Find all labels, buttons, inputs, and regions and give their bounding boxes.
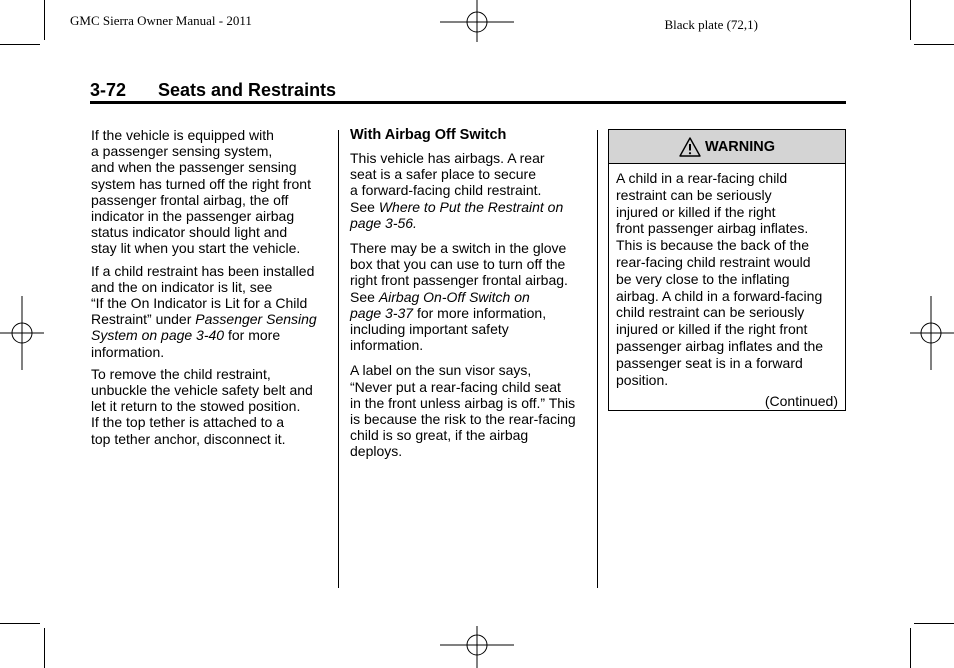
text-line: right front passenger frontal airbag.: [350, 272, 568, 289]
text-line: [350, 305, 590, 321]
warning-body: [609, 164, 845, 388]
cross-reference[interactable]: page 3-56.: [350, 214, 417, 231]
text-line: system has turned off the right front: [91, 175, 311, 192]
text-line: rear-facing child restraint would: [616, 253, 811, 270]
crop-mark: [910, 628, 911, 668]
text-run: See: [350, 198, 379, 215]
paragraph: [91, 127, 331, 257]
text-line: top tether anchor, disconnect it.: [91, 430, 286, 447]
text-line: let it return to the stowed position.: [91, 398, 301, 415]
text-line: a passenger sensing system,: [91, 143, 273, 160]
text-run: for more: [224, 327, 281, 344]
registration-mark-icon: [0, 296, 44, 370]
text-line: a forward-facing child restraint.: [350, 182, 542, 199]
text-line: position.: [616, 371, 669, 388]
text-line: in the front unless airbag is off.” This: [350, 394, 576, 411]
text-line: child restraint can be seriously: [616, 304, 805, 321]
text-line: box that you can use to turn off the: [350, 256, 566, 273]
warning-header: [609, 130, 845, 164]
crop-mark: [914, 623, 954, 624]
text-line: “Never put a rear-facing child seat: [350, 378, 561, 395]
paragraph: [350, 240, 590, 353]
text-line: indicator in the passenger airbag: [91, 208, 295, 225]
crop-mark: [0, 44, 40, 45]
text-line: child is so great, if the airbag: [350, 427, 529, 444]
text-line: is because the risk to the rear-facing: [350, 411, 576, 428]
crop-mark: [44, 628, 45, 668]
text-line: If the vehicle is equipped with: [91, 127, 274, 143]
text-line: A child in a rear-facing child: [616, 170, 788, 186]
cross-reference[interactable]: Where to Put the Restraint on: [378, 198, 564, 215]
text-line: “If the On Indicator is Lit for a Child: [91, 295, 308, 312]
plate-label: Black plate (72,1): [664, 17, 758, 32]
text-line: If the top tether is attached to a: [91, 414, 285, 431]
cross-reference[interactable]: Airbag On-Off Switch on: [378, 288, 530, 305]
text-line: including important safety: [350, 321, 509, 338]
section-title: Seats and Restraints: [158, 80, 337, 100]
crop-mark: [914, 44, 954, 45]
text-line: [350, 199, 590, 215]
section-heading: With Airbag Off Switch: [350, 127, 507, 143]
text-line: To remove the child restraint,: [91, 365, 271, 382]
text-line: front passenger airbag inflates.: [616, 220, 809, 237]
text-line: A label on the sun visor says,: [350, 362, 532, 379]
text-line: airbag. A child in a forward-facing: [616, 287, 823, 304]
warning-title: WARNING: [704, 138, 776, 155]
text-run: See: [350, 288, 379, 305]
registration-mark-icon: [440, 626, 514, 668]
warning-triangle-icon: [679, 137, 701, 157]
text-line: status indicator should light and: [91, 224, 288, 241]
text-line: [350, 289, 590, 305]
text-line: There may be a switch in the glove: [350, 240, 567, 257]
registration-mark-icon: [440, 0, 514, 42]
text-line: deploys.: [350, 443, 403, 460]
text-line: seat is a safer place to secure: [350, 166, 536, 183]
text-line: and the on indicator is lit, see: [91, 278, 273, 295]
cross-reference[interactable]: Passenger Sensing: [195, 311, 317, 328]
text-run: Restraint” under: [91, 311, 196, 328]
registration-mark-icon: [910, 296, 954, 370]
text-line: unbuckle the vehicle safety belt and: [91, 382, 313, 399]
text-line: be very close to the inflating: [616, 270, 790, 287]
text-line: [91, 311, 331, 327]
running-head: [90, 80, 336, 101]
text-line: stay lit when you start the vehicle.: [91, 240, 301, 257]
text-line: [91, 327, 331, 343]
paragraph: [91, 366, 331, 447]
column-2: [350, 127, 590, 466]
text-line: This is because the back of the: [616, 237, 809, 254]
text-line: If a child restraint has been installed: [91, 262, 315, 279]
text-line: injured or killed if the right front: [616, 321, 808, 338]
paragraph: [91, 263, 331, 360]
text-line: information.: [350, 337, 424, 354]
paragraph: [350, 362, 590, 459]
text-line: restraint can be seriously: [616, 186, 772, 203]
warning-box: [608, 129, 846, 411]
header-rule: [90, 101, 846, 104]
crop-mark: [910, 0, 911, 40]
crop-mark: [44, 0, 45, 40]
cross-reference[interactable]: page 3-37: [350, 304, 414, 321]
text-line: injured or killed if the right: [616, 203, 776, 220]
text-line: and when the passenger sensing: [91, 159, 297, 176]
cross-reference[interactable]: System on page 3-40: [91, 327, 225, 344]
document-header-title: GMC Sierra Owner Manual - 2011: [70, 13, 252, 28]
crop-mark: [0, 623, 40, 624]
continued-label: (Continued): [764, 393, 838, 409]
text-line: This vehicle has airbags. A rear: [350, 150, 545, 166]
text-run: for more information,: [413, 304, 547, 321]
text-line: passenger airbag inflates and the: [616, 337, 824, 354]
text-line: information.: [91, 343, 165, 360]
paragraph: [350, 150, 590, 231]
column-divider: [338, 130, 339, 588]
text-line: passenger frontal airbag, the off: [91, 191, 289, 208]
page-number: 3-72: [90, 80, 127, 100]
column-divider: [597, 130, 598, 588]
column-1: [91, 127, 331, 453]
text-line: passenger seat is in a forward: [616, 354, 803, 371]
